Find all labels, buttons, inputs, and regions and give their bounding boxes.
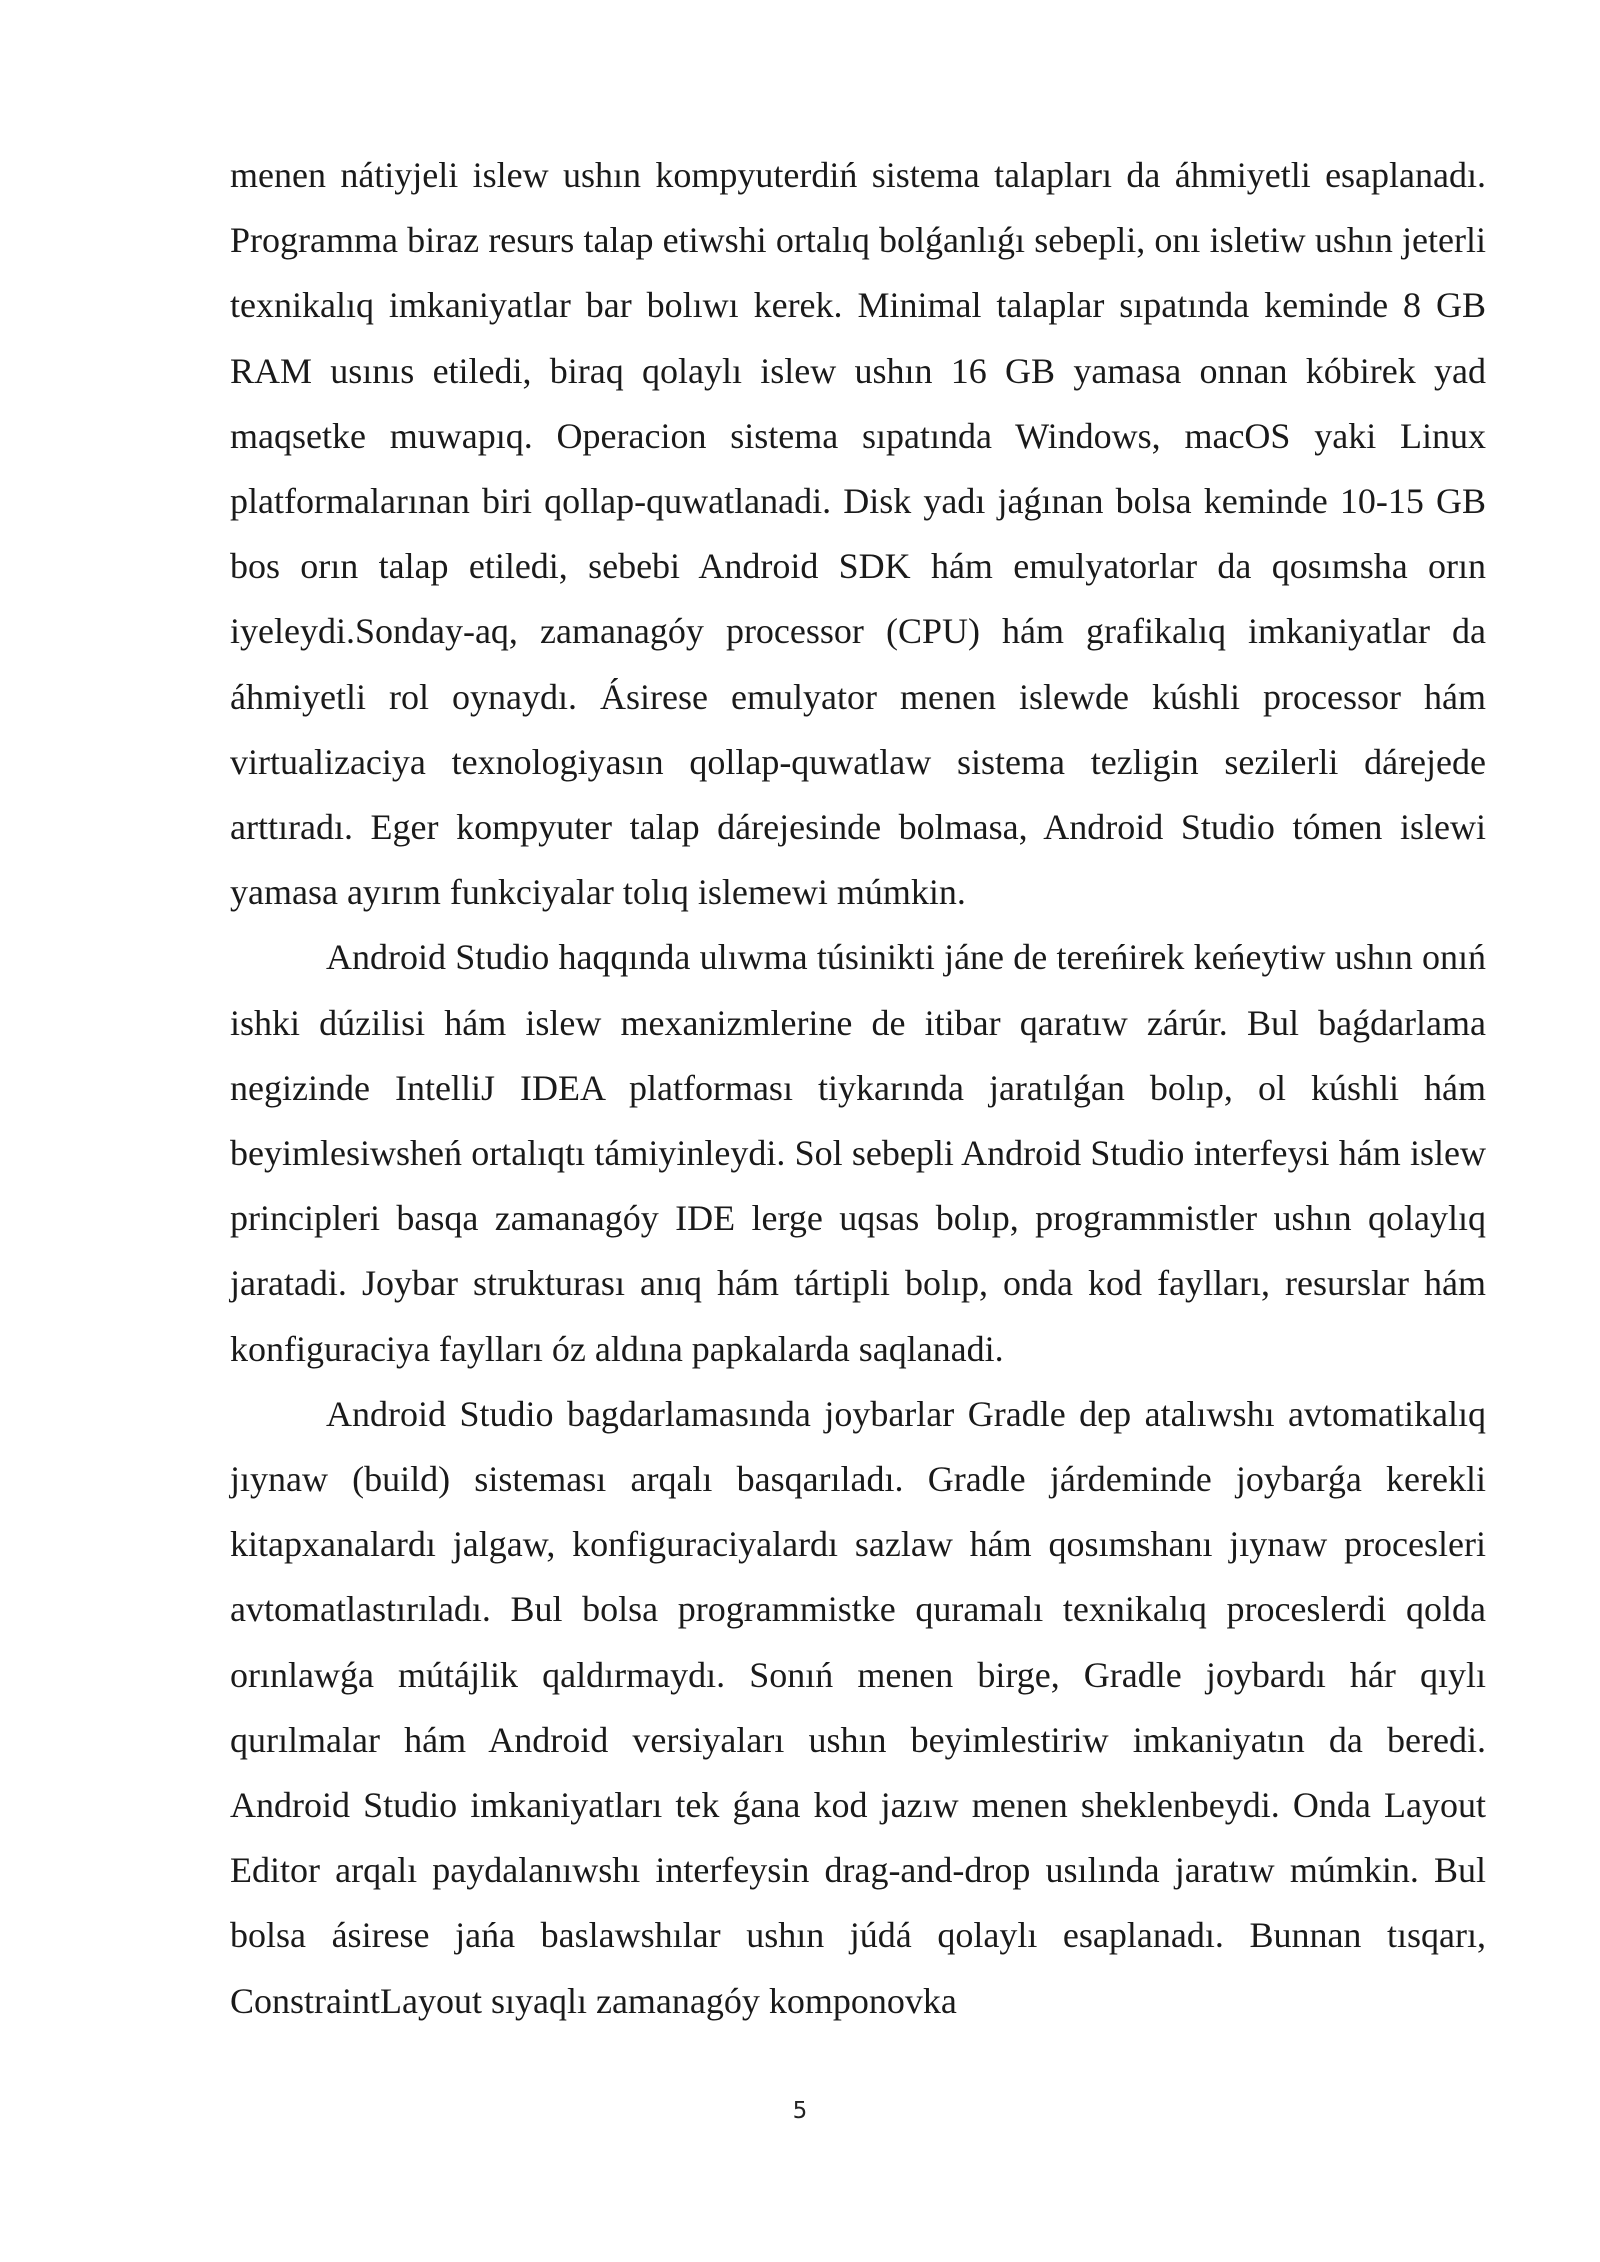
- paragraph-internal-structure: Android Studio haqqında ulıwma túsinikti jáne de tereńirek keńeytiw ushın onıń ishki dúzilisi hám islew mexanizmlerine de itibar qaratıw zárúr. Bul baǵdarlama negizinde IntelliJ IDEA platforması tiykarında jaratılǵan bolıp, ol kúshli hám beyimlesiwsheń ortalıqtı támiyinleydi. Sol sebepli Android Studio interfeysi hám islew principleri basqa zamanagóy IDE lerge uqsas bolıp, programmistler ushın qolaylıq jaratadi. Joybar strukturası anıq hám tártipli bolıp, onda kod faylları, resurslar hám konfiguraciya faylları óz aldına papkalarda saqlanadi.: [230, 937, 1486, 1369]
- body-text: [230, 143, 1486, 2034]
- paragraph-system-requirements: menen nátiyjeli islew ushın kompyuterdiń sistema talapları da áhmiyetli esaplanadı. Programma biraz resurs talap etiwshi ortalıq bolǵanlıǵı sebepli, onı isletiw ushın jeterli texnikalıq imkaniyatlar bar bolıwı kerek. Minimal talaplar sıpatında keminde 8 GB RAM usınıs etiledi, biraq qolaylı islew ushın 16 GB yamasa onnan kóbirek yad maqsetke muwapıq. Operacion sistema sıpatında Windows, macOS yaki Linux platformalarınan biri qollap-quwatlanadi. Disk yadı jaǵınan bolsa keminde 10-15 GB bos orın talap etiledi, sebebi Android SDK hám emulyatorlar da qosımsha orın iyeleydi.Sonday-aq, zamanagóy processor (CPU) hám grafikalıq imkaniyatlar da áhmiyetli rol oynaydı. Ásirese emulyator menen islewde kúshli processor hám virtualizaciya texnologiyasın qollap-quwatlaw sistema tezligin sezilerli dárejede arttıradı. Eger kompyuter talap dárejesinde bolmasa, Android Studio tómen islewi yamasa ayırım funkciyalar tolıq islemewi múmkin.: [230, 155, 1486, 913]
- page-number: 5: [792, 2098, 808, 2124]
- paragraph-gradle-build: Android Studio bagdarlamasında joybarlar Gradle dep atalıwshı avtomatikalıq jıynaw (build) sisteması arqalı basqarıladı. Gradle járdeminde joybarǵa kerekli kitapxanalardı jalgaw, konfiguraciyalardı sazlaw hám qosımshanı jıynaw procesleri avtomatlastırıladı. Bul bolsa programmistke quramalı texnikalıq proceslerdi qolda orınlawǵa mútájlik qaldırmaydı. Sonıń menen birge, Gradle joybardı hár qıylı qurılmalar hám Android versiyaları ushın beyimlestiriw imkaniyatın da beredi. Android Studio imkaniyatları tek ǵana kod jazıw menen sheklenbeydi. Onda Layout Editor arqalı paydalanıwshı interfeysin drag-and-drop usılında jaratıw múmkin. Bul bolsa ásirese jańa baslawshılar ushın júdá qolaylı esaplanadı. Bunnan tısqarı, ConstraintLayout sıyaqlı zamanagóy komponovka: [230, 1393, 1486, 2021]
